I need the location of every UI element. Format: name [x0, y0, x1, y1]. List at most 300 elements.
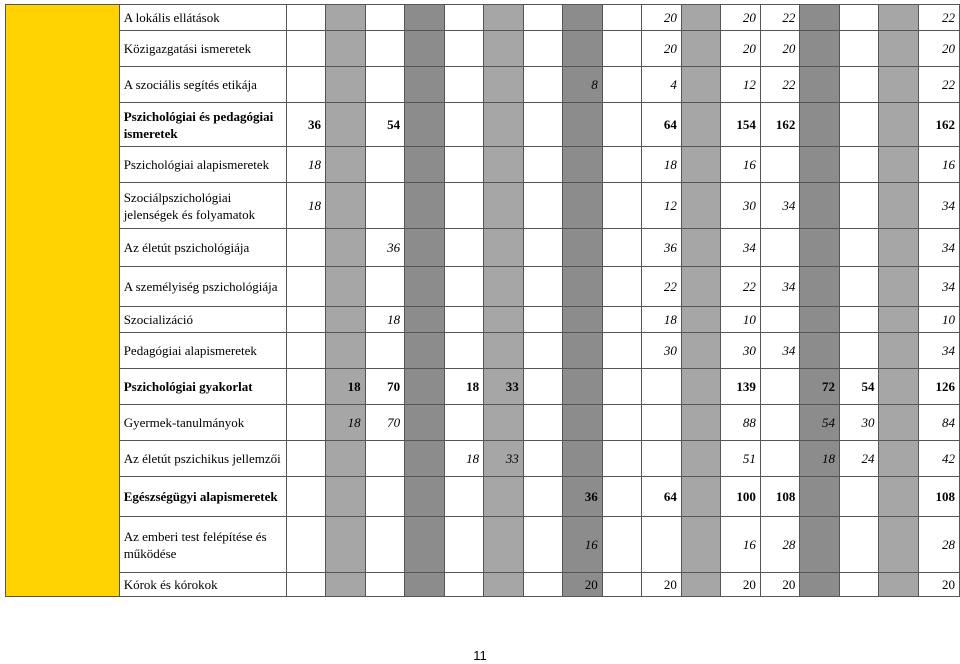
- row-label: Pedagógiai alapismeretek: [119, 333, 286, 369]
- value-cell: [405, 31, 445, 67]
- value-cell: [681, 5, 721, 31]
- value-cell: [602, 573, 642, 597]
- value-cell: [800, 477, 840, 517]
- value-cell: [760, 307, 800, 333]
- value-cell: [563, 333, 603, 369]
- value-cell: [444, 307, 484, 333]
- table-row: [6, 5, 960, 31]
- value-cell: [444, 103, 484, 147]
- value-cell: [800, 5, 840, 31]
- table-row: [6, 333, 960, 369]
- value-cell: [484, 267, 524, 307]
- value-cell: 20: [642, 5, 682, 31]
- value-cell: [681, 31, 721, 67]
- value-cell: 33: [484, 441, 524, 477]
- value-cell: 22: [760, 5, 800, 31]
- row-label: A lokális ellátások: [119, 5, 286, 31]
- value-cell: 36: [286, 103, 326, 147]
- value-cell: [286, 405, 326, 441]
- value-cell: [484, 229, 524, 267]
- value-cell: [800, 229, 840, 267]
- value-cell: 54: [365, 103, 405, 147]
- value-cell: 18: [326, 369, 366, 405]
- value-cell: [681, 229, 721, 267]
- value-cell: [800, 267, 840, 307]
- value-cell: 16: [721, 517, 761, 573]
- value-cell: [879, 103, 919, 147]
- value-cell: [879, 267, 919, 307]
- value-cell: [563, 183, 603, 229]
- value-cell: 154: [721, 103, 761, 147]
- value-cell: 64: [642, 477, 682, 517]
- value-cell: 28: [760, 517, 800, 573]
- value-cell: 88: [721, 405, 761, 441]
- table-row: [6, 229, 960, 267]
- value-cell: [563, 103, 603, 147]
- value-cell: 20: [721, 573, 761, 597]
- value-cell: [484, 517, 524, 573]
- value-cell: [326, 573, 366, 597]
- value-cell: [681, 307, 721, 333]
- value-cell: [326, 307, 366, 333]
- value-cell: [879, 229, 919, 267]
- value-cell: [405, 573, 445, 597]
- value-cell: [286, 5, 326, 31]
- value-cell: 16: [919, 147, 960, 183]
- value-cell: [444, 333, 484, 369]
- value-cell: [523, 517, 563, 573]
- value-cell: [484, 147, 524, 183]
- value-cell: [326, 31, 366, 67]
- value-cell: [365, 573, 405, 597]
- value-cell: [563, 405, 603, 441]
- value-cell: [286, 369, 326, 405]
- value-cell: 34: [919, 333, 960, 369]
- value-cell: 162: [760, 103, 800, 147]
- value-cell: [286, 67, 326, 103]
- value-cell: 72: [800, 369, 840, 405]
- value-cell: 34: [919, 267, 960, 307]
- value-cell: [839, 267, 879, 307]
- value-cell: [326, 147, 366, 183]
- table-row: [6, 31, 960, 67]
- table-row: [6, 147, 960, 183]
- value-cell: [879, 477, 919, 517]
- value-cell: [642, 369, 682, 405]
- value-cell: [879, 5, 919, 31]
- value-cell: [444, 267, 484, 307]
- value-cell: [681, 441, 721, 477]
- value-cell: [484, 31, 524, 67]
- value-cell: 20: [760, 31, 800, 67]
- value-cell: [839, 333, 879, 369]
- value-cell: [602, 67, 642, 103]
- value-cell: [484, 333, 524, 369]
- value-cell: [405, 517, 445, 573]
- value-cell: 8: [563, 67, 603, 103]
- value-cell: [484, 307, 524, 333]
- value-cell: [484, 103, 524, 147]
- value-cell: 20: [919, 573, 960, 597]
- value-cell: [879, 31, 919, 67]
- value-cell: 30: [642, 333, 682, 369]
- value-cell: [879, 67, 919, 103]
- value-cell: 22: [642, 267, 682, 307]
- value-cell: [286, 31, 326, 67]
- value-cell: [365, 147, 405, 183]
- row-label: Az életút pszichológiája: [119, 229, 286, 267]
- value-cell: [563, 267, 603, 307]
- value-cell: [879, 183, 919, 229]
- value-cell: [523, 333, 563, 369]
- value-cell: [760, 229, 800, 267]
- value-cell: 34: [760, 333, 800, 369]
- value-cell: 70: [365, 369, 405, 405]
- value-cell: [523, 477, 563, 517]
- value-cell: [523, 183, 563, 229]
- table-row: [6, 267, 960, 307]
- value-cell: [365, 183, 405, 229]
- value-cell: [800, 147, 840, 183]
- value-cell: 22: [919, 5, 960, 31]
- value-cell: [681, 183, 721, 229]
- value-cell: [642, 405, 682, 441]
- value-cell: [839, 477, 879, 517]
- value-cell: [563, 369, 603, 405]
- value-cell: [879, 333, 919, 369]
- value-cell: [523, 267, 563, 307]
- value-cell: [602, 31, 642, 67]
- row-label: A szociális segítés etikája: [119, 67, 286, 103]
- value-cell: 18: [326, 405, 366, 441]
- value-cell: 108: [760, 477, 800, 517]
- value-cell: [286, 229, 326, 267]
- value-cell: 100: [721, 477, 761, 517]
- value-cell: [879, 369, 919, 405]
- value-cell: 18: [800, 441, 840, 477]
- value-cell: [602, 267, 642, 307]
- value-cell: [405, 103, 445, 147]
- value-cell: [286, 517, 326, 573]
- value-cell: [405, 307, 445, 333]
- value-cell: [879, 573, 919, 597]
- value-cell: [879, 441, 919, 477]
- value-cell: [523, 229, 563, 267]
- value-cell: [681, 477, 721, 517]
- table-row: [6, 67, 960, 103]
- value-cell: [365, 67, 405, 103]
- value-cell: [444, 67, 484, 103]
- value-cell: 42: [919, 441, 960, 477]
- value-cell: [602, 147, 642, 183]
- value-cell: [326, 229, 366, 267]
- value-cell: [286, 267, 326, 307]
- value-cell: [563, 441, 603, 477]
- value-cell: [326, 477, 366, 517]
- row-label: A személyiség pszichológiája: [119, 267, 286, 307]
- row-label: Kórok és kórokok: [119, 573, 286, 597]
- value-cell: [326, 517, 366, 573]
- value-cell: [286, 477, 326, 517]
- value-cell: 34: [721, 229, 761, 267]
- value-cell: 28: [919, 517, 960, 573]
- value-cell: [879, 307, 919, 333]
- value-cell: 126: [919, 369, 960, 405]
- value-cell: [563, 307, 603, 333]
- value-cell: [444, 517, 484, 573]
- value-cell: [405, 267, 445, 307]
- value-cell: [839, 31, 879, 67]
- value-cell: 18: [642, 307, 682, 333]
- value-cell: [365, 333, 405, 369]
- value-cell: [365, 31, 405, 67]
- value-cell: [444, 477, 484, 517]
- value-cell: 139: [721, 369, 761, 405]
- value-cell: 64: [642, 103, 682, 147]
- value-cell: 30: [721, 183, 761, 229]
- value-cell: 10: [919, 307, 960, 333]
- value-cell: 20: [721, 5, 761, 31]
- value-cell: 12: [642, 183, 682, 229]
- table-row: [6, 405, 960, 441]
- value-cell: 54: [839, 369, 879, 405]
- row-label: Szociálpszichológiai jelenségek és folyamatok: [119, 183, 286, 229]
- value-cell: 20: [563, 573, 603, 597]
- value-cell: [326, 267, 366, 307]
- value-cell: [405, 147, 445, 183]
- value-cell: [839, 183, 879, 229]
- value-cell: 18: [642, 147, 682, 183]
- value-cell: 54: [800, 405, 840, 441]
- row-label: Pszichológiai és pedagógiai ismeretek: [119, 103, 286, 147]
- table-row: [6, 517, 960, 573]
- value-cell: [563, 31, 603, 67]
- value-cell: [800, 573, 840, 597]
- value-cell: [444, 229, 484, 267]
- value-cell: [523, 441, 563, 477]
- value-cell: [879, 147, 919, 183]
- value-cell: [839, 67, 879, 103]
- row-label: Szocializáció: [119, 307, 286, 333]
- value-cell: [286, 441, 326, 477]
- value-cell: [484, 67, 524, 103]
- value-cell: [326, 441, 366, 477]
- value-cell: [839, 517, 879, 573]
- value-cell: [523, 405, 563, 441]
- value-cell: [405, 333, 445, 369]
- value-cell: [444, 183, 484, 229]
- value-cell: [286, 333, 326, 369]
- value-cell: [681, 67, 721, 103]
- value-cell: 51: [721, 441, 761, 477]
- table-row: [6, 103, 960, 147]
- value-cell: [405, 441, 445, 477]
- value-cell: 22: [721, 267, 761, 307]
- row-label: Gyermek-tanulmányok: [119, 405, 286, 441]
- value-cell: [444, 31, 484, 67]
- value-cell: [405, 183, 445, 229]
- value-cell: [405, 477, 445, 517]
- value-cell: [365, 441, 405, 477]
- value-cell: 24: [839, 441, 879, 477]
- value-cell: [326, 103, 366, 147]
- value-cell: 34: [919, 229, 960, 267]
- value-cell: [800, 103, 840, 147]
- value-cell: 10: [721, 307, 761, 333]
- value-cell: 18: [286, 147, 326, 183]
- value-cell: [444, 5, 484, 31]
- value-cell: 18: [444, 369, 484, 405]
- value-cell: [563, 5, 603, 31]
- value-cell: [602, 103, 642, 147]
- value-cell: [563, 229, 603, 267]
- value-cell: [879, 405, 919, 441]
- value-cell: 18: [444, 441, 484, 477]
- value-cell: [602, 517, 642, 573]
- value-cell: 30: [721, 333, 761, 369]
- row-label: Pszichológiai gyakorlat: [119, 369, 286, 405]
- table-row: [6, 441, 960, 477]
- value-cell: [879, 517, 919, 573]
- value-cell: 16: [563, 517, 603, 573]
- value-cell: [563, 147, 603, 183]
- value-cell: [523, 31, 563, 67]
- value-cell: [681, 517, 721, 573]
- value-cell: 33: [484, 369, 524, 405]
- value-cell: 34: [919, 183, 960, 229]
- page-number: 11: [473, 648, 487, 663]
- value-cell: [326, 5, 366, 31]
- value-cell: [365, 477, 405, 517]
- curriculum-table: [5, 4, 960, 597]
- value-cell: 70: [365, 405, 405, 441]
- value-cell: [642, 517, 682, 573]
- row-label: Közigazgatási ismeretek: [119, 31, 286, 67]
- value-cell: 22: [919, 67, 960, 103]
- value-cell: [681, 369, 721, 405]
- value-cell: [326, 67, 366, 103]
- value-cell: [800, 67, 840, 103]
- value-cell: [365, 5, 405, 31]
- value-cell: [405, 67, 445, 103]
- value-cell: [681, 333, 721, 369]
- value-cell: 16: [721, 147, 761, 183]
- table-row: [6, 369, 960, 405]
- value-cell: [602, 333, 642, 369]
- value-cell: [602, 477, 642, 517]
- value-cell: 18: [286, 183, 326, 229]
- value-cell: [523, 5, 563, 31]
- value-cell: [523, 67, 563, 103]
- value-cell: 22: [760, 67, 800, 103]
- value-cell: [681, 267, 721, 307]
- value-cell: [365, 517, 405, 573]
- value-cell: 20: [642, 573, 682, 597]
- value-cell: 36: [563, 477, 603, 517]
- value-cell: 30: [839, 405, 879, 441]
- row-label: Pszichológiai alapismeretek: [119, 147, 286, 183]
- row-label: Az emberi test felépítése és működése: [119, 517, 286, 573]
- value-cell: [602, 183, 642, 229]
- value-cell: [760, 147, 800, 183]
- value-cell: 20: [760, 573, 800, 597]
- value-cell: [681, 405, 721, 441]
- value-cell: [800, 333, 840, 369]
- value-cell: [760, 405, 800, 441]
- value-cell: [602, 369, 642, 405]
- value-cell: [760, 369, 800, 405]
- value-cell: [365, 267, 405, 307]
- value-cell: [484, 5, 524, 31]
- value-cell: [405, 229, 445, 267]
- value-cell: 34: [760, 183, 800, 229]
- value-cell: 162: [919, 103, 960, 147]
- value-cell: 12: [721, 67, 761, 103]
- value-cell: 34: [760, 267, 800, 307]
- value-cell: 36: [642, 229, 682, 267]
- value-cell: 18: [365, 307, 405, 333]
- value-cell: [523, 307, 563, 333]
- value-cell: [286, 573, 326, 597]
- value-cell: [484, 405, 524, 441]
- value-cell: [602, 307, 642, 333]
- value-cell: [405, 405, 445, 441]
- value-cell: [523, 573, 563, 597]
- value-cell: [602, 441, 642, 477]
- value-cell: [602, 405, 642, 441]
- value-cell: [839, 5, 879, 31]
- value-cell: [523, 147, 563, 183]
- value-cell: 20: [721, 31, 761, 67]
- value-cell: [484, 573, 524, 597]
- yellow-side-band: [6, 5, 120, 597]
- value-cell: [681, 103, 721, 147]
- value-cell: [681, 147, 721, 183]
- value-cell: 4: [642, 67, 682, 103]
- value-cell: 36: [365, 229, 405, 267]
- value-cell: [800, 183, 840, 229]
- value-cell: [326, 333, 366, 369]
- table-row: [6, 477, 960, 517]
- value-cell: [839, 573, 879, 597]
- value-cell: [839, 229, 879, 267]
- value-cell: [523, 103, 563, 147]
- value-cell: [484, 183, 524, 229]
- value-cell: [839, 147, 879, 183]
- value-cell: [800, 517, 840, 573]
- row-label: Egészségügyi alapismeretek: [119, 477, 286, 517]
- value-cell: [326, 183, 366, 229]
- value-cell: 20: [919, 31, 960, 67]
- value-cell: [839, 103, 879, 147]
- value-cell: [800, 31, 840, 67]
- value-cell: 108: [919, 477, 960, 517]
- value-cell: 20: [642, 31, 682, 67]
- value-cell: [444, 147, 484, 183]
- value-cell: [800, 307, 840, 333]
- value-cell: 84: [919, 405, 960, 441]
- table-row: [6, 307, 960, 333]
- row-label: Az életút pszichikus jellemzői: [119, 441, 286, 477]
- table-row: [6, 573, 960, 597]
- value-cell: [405, 5, 445, 31]
- value-cell: [642, 441, 682, 477]
- value-cell: [681, 573, 721, 597]
- value-cell: [444, 573, 484, 597]
- value-cell: [523, 369, 563, 405]
- value-cell: [286, 307, 326, 333]
- table-row: [6, 183, 960, 229]
